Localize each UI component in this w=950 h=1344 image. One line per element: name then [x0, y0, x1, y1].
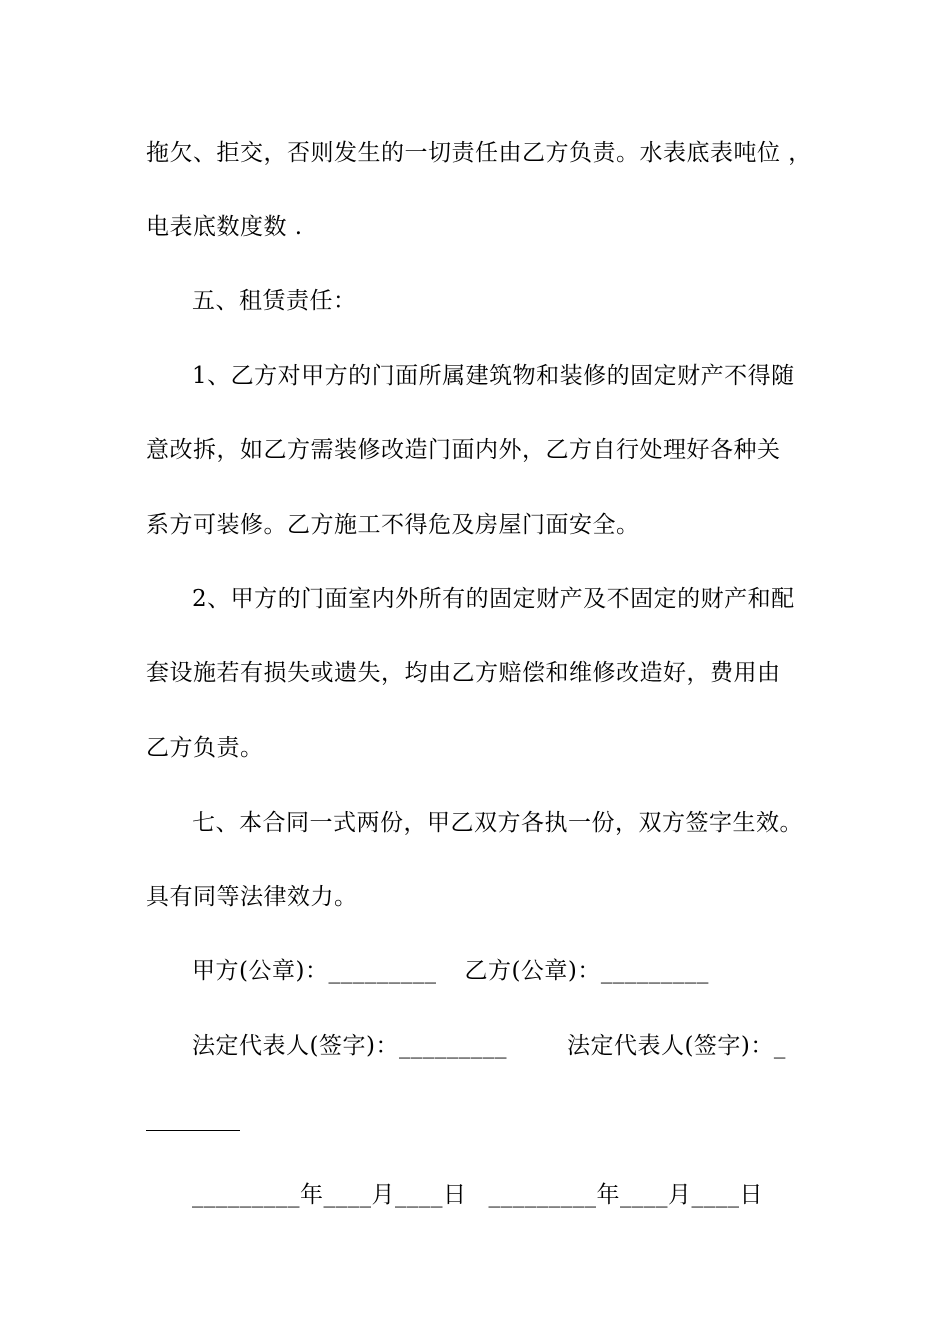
date-row [192, 1180, 763, 1210]
clause-1-line-2: 意改拆，如乙方需装修改造门面内外，乙方自行处理好各种关 [146, 437, 781, 463]
clause-1-line-3: 系方可装修。乙方施工不得危及房屋门面安全。 [146, 512, 640, 538]
seal-row [192, 956, 709, 986]
section-heading-5: 五、租赁责任： [192, 288, 357, 314]
clause-2-line-2: 套设施若有损失或遗失，均由乙方赔偿和维修改造好，费用由 [146, 660, 781, 686]
party-a-seal-field: 甲方(公章)：_________ [192, 958, 437, 984]
paragraph-line-1: 拖欠、拒交，否则发生的一切责任由乙方负责。水表底表吨位 ， [146, 140, 812, 166]
party-b-date-field: _________年____月____日 [488, 1182, 763, 1208]
party-b-rep-field: 法定代表人(签字)：_ [566, 1033, 786, 1059]
party-a-rep-field: 法定代表人(签字)：_________ [192, 1033, 507, 1059]
party-b-seal-field: 乙方(公章)：_________ [464, 958, 709, 984]
paragraph-line-2: 电表底数度数 . [146, 214, 303, 240]
clause-2-line-3: 乙方负责。 [146, 735, 264, 761]
section-7-line-1: 七、本合同一式两份，甲乙双方各执一份，双方签字生效。 [192, 810, 803, 836]
section-7-line-2: 具有同等法律效力。 [146, 884, 358, 910]
clause-1-line-1: 1、乙方对甲方的门面所属建筑物和装修的固定财产不得随 [192, 363, 795, 389]
clause-2-line-1: 2、甲方的门面室内外所有的固定财产及不固定的财产和配 [192, 586, 795, 612]
representative-row [192, 1031, 786, 1061]
party-a-date-field: _________年____月____日 [192, 1182, 467, 1208]
signature-continuation-underline [146, 1130, 240, 1131]
